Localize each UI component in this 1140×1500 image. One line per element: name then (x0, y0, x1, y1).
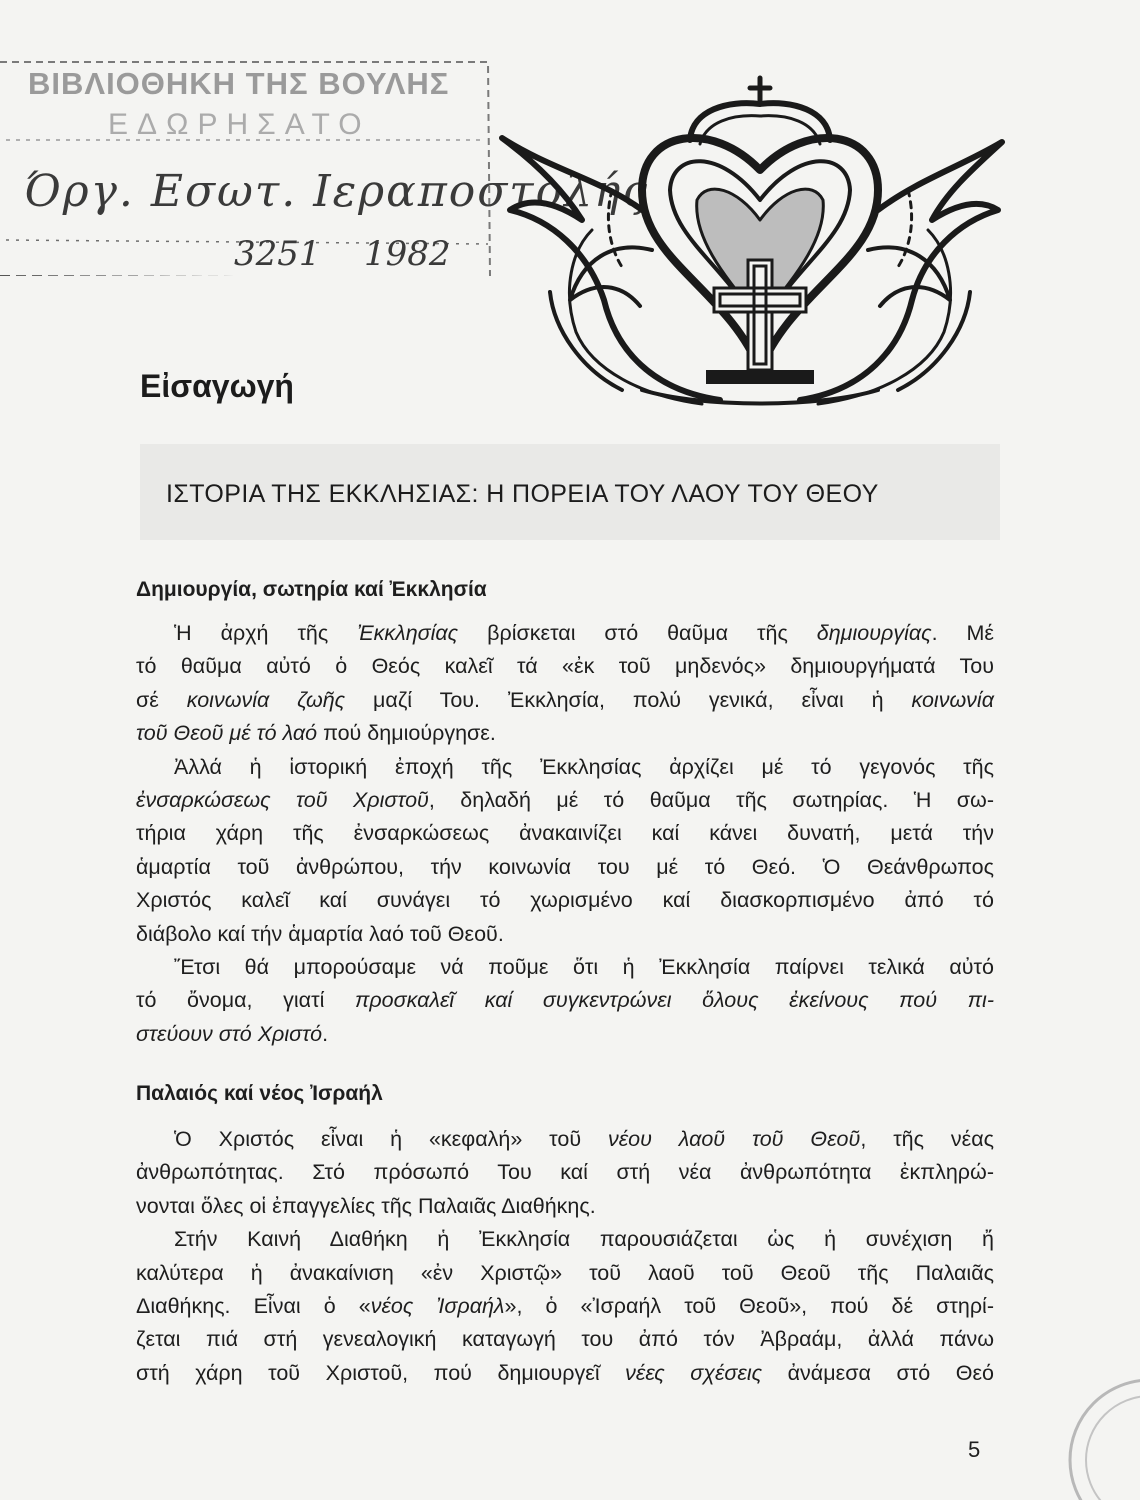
text-line (136, 751, 994, 784)
corner-library-stamp (1050, 1370, 1140, 1500)
chapter-title: Εἰσαγωγή (140, 368, 294, 404)
text-line (136, 918, 994, 951)
italic-phrase: Ἐκκλησίας (357, 621, 459, 645)
stamp-handwritten-number: 3251 (234, 234, 321, 274)
text-line (136, 784, 994, 817)
main-title: ΙΣΤΟΡΙΑ ΤΗΣ ΕΚΚΛΗΣΙΑΣ: Η ΠΟΡΕΙΑ ΤΟΥ ΛΑΟΥ ΤΟΥ ΘΕΟΥ (166, 480, 879, 508)
text-run: τό θαῦμα αὐτό ὁ Θεός καλεῖ τά «ἐκ τοῦ μηδενός» δημιουργήματά Του (136, 654, 994, 679)
text-run: πού δημιούργησε. (317, 721, 496, 746)
text-run: Ἔτσι θά μπορούσαμε νά ποῦμε ὅτι ἡ Ἐκκλησία παίρνει τελικά αὐτό (174, 954, 994, 979)
text-line (136, 1018, 994, 1051)
stamp-library-name: ΒΙΒΛΙΟΘΗΚΗ ΤΗΣ ΒΟΥΛΗΣ (28, 66, 450, 101)
italic-phrase: προσκαλεῖ καί συγκεντρώνει ὅλους ἐκείνους πού πι- (354, 988, 994, 1013)
italic-phrase: στεύουν στό Χριστό (136, 1021, 323, 1046)
italic-phrase: ἐνσαρκώσεως τοῦ Χριστοῦ (136, 787, 429, 812)
text-line (136, 851, 994, 884)
italic-phrase: νέου λαοῦ τοῦ Θεοῦ (607, 1127, 861, 1151)
text-run: σέ (136, 687, 187, 712)
section-1-body (136, 617, 994, 1051)
text-run: , δηλαδή μέ τό θαῦμα τῆς σωτηρίας. Ἡ σω- (428, 787, 994, 812)
byzantine-cross-ornament (492, 70, 1006, 415)
text-run: , τῆς νέας (860, 1127, 995, 1151)
text-line (136, 1257, 994, 1290)
text-run: Στήν Καινή Διαθήκη ἡ Ἐκκλησία παρουσιάζεται ὡς ἡ συνέχιση ἤ (174, 1227, 994, 1252)
text-run: Ἀλλά ἡ ἱστορική ἐποχή τῆς Ἐκκλησίας ἀρχίζει μέ τό γεγονός τῆς (174, 754, 994, 779)
text-run: μαζί Του. Ἐκκλησία, πολύ γενικά, εἶναι ἡ (345, 687, 912, 712)
text-line (136, 1190, 994, 1223)
text-line (136, 951, 994, 984)
italic-phrase: νέος Ἰσραήλ (370, 1293, 505, 1318)
text-run: διάβολο καί τήν ἁμαρτία λαό τοῦ Θεοῦ. (136, 921, 504, 946)
text-run: ἀνθρωπότητας. Στό πρόσωπό Του καί στή νέα ἀνθρωπότητα ἐκπληρώ- (136, 1160, 994, 1185)
text-line (136, 1223, 994, 1256)
text-run: νονται ὅλες οἱ ἐπαγγελίες τῆς Παλαιᾶς Διαθήκης. (136, 1193, 596, 1218)
text-run: Χριστός καλεῖ καί συνάγει τό χωρισμένο καί διασκορπισμένο ἀπό τό (136, 888, 994, 913)
text-run: ζεται πιά στή γενεαλογική καταγωγή του ἀπό τόν Ἀβραάμ, ἀλλά πάνω (136, 1327, 994, 1352)
italic-phrase: νέες σχέσεις (625, 1360, 763, 1385)
text-run: . Μέ (931, 621, 995, 645)
text-line (136, 617, 994, 650)
stamp-donated-label: ΕΔΩΡΗΣΑΤΟ (108, 108, 371, 141)
italic-phrase: δημιουργίας (816, 621, 932, 645)
text-line (136, 1156, 994, 1189)
text-run: Ὁ Χριστός εἶναι ἡ «κεφαλή» τοῦ (174, 1127, 608, 1151)
text-run: », ὁ «Ἰσραήλ τοῦ Θεοῦ», πού δέ στηρί- (504, 1293, 994, 1318)
text-line (136, 1290, 994, 1323)
text-run: στή χάρη τοῦ Χριστοῦ, πού δημιουργεῖ (136, 1360, 626, 1385)
text-run: καλύτερα ἡ ἀνακαίνιση «ἐν Χριστῷ» τοῦ λαοῦ τοῦ Θεοῦ τῆς Παλαιᾶς (136, 1260, 994, 1285)
stamp-handwritten-year: 1982 (364, 234, 451, 274)
text-run: ἁμαρτία τοῦ ἀνθρώπου, τήν κοινωνία του μέ τό Θεό. Ὁ Θεάνθρωπος (136, 854, 994, 879)
text-run: τό ὄνομα, γιατί (136, 988, 355, 1013)
text-run: τήρια χάρη τῆς ἐνσαρκώσεως ἀνακαινίζει καί κάνει δυνατή, μετά τήν (136, 821, 994, 846)
text-run: Ἡ ἀρχή τῆς (174, 621, 358, 645)
text-run: . (322, 1021, 329, 1046)
section-heading-1: Δημιουργία, σωτηρία καί Ἐκκλησία (136, 578, 487, 601)
text-run: βρίσκεται στό θαῦμα τῆς (458, 621, 817, 645)
library-stamp (0, 48, 649, 288)
section-2-body (136, 1123, 994, 1390)
italic-phrase: κοινωνία (911, 687, 994, 712)
text-line (136, 884, 994, 917)
text-line (136, 1357, 994, 1390)
text-line (136, 817, 994, 850)
text-line (136, 984, 994, 1017)
text-run: Διαθήκης. Εἶναι ὁ « (136, 1293, 371, 1318)
text-line (136, 1123, 994, 1156)
text-line (136, 717, 994, 750)
text-line (136, 1323, 994, 1356)
page-number: 5 (968, 1437, 981, 1462)
italic-phrase: τοῦ Θεοῦ μέ τό λαό (136, 721, 318, 746)
text-line (136, 650, 994, 683)
stamp-handwritten-donor: Όργ. Εσωτ. Ιεραποστολής (24, 166, 649, 217)
italic-phrase: κοινωνία ζωῆς (186, 687, 346, 712)
text-line (136, 684, 994, 717)
section-heading-2: Παλαιός καί νέος Ἰσραήλ (136, 1082, 383, 1105)
text-run: ἀνάμεσα στό Θεό (762, 1360, 994, 1385)
